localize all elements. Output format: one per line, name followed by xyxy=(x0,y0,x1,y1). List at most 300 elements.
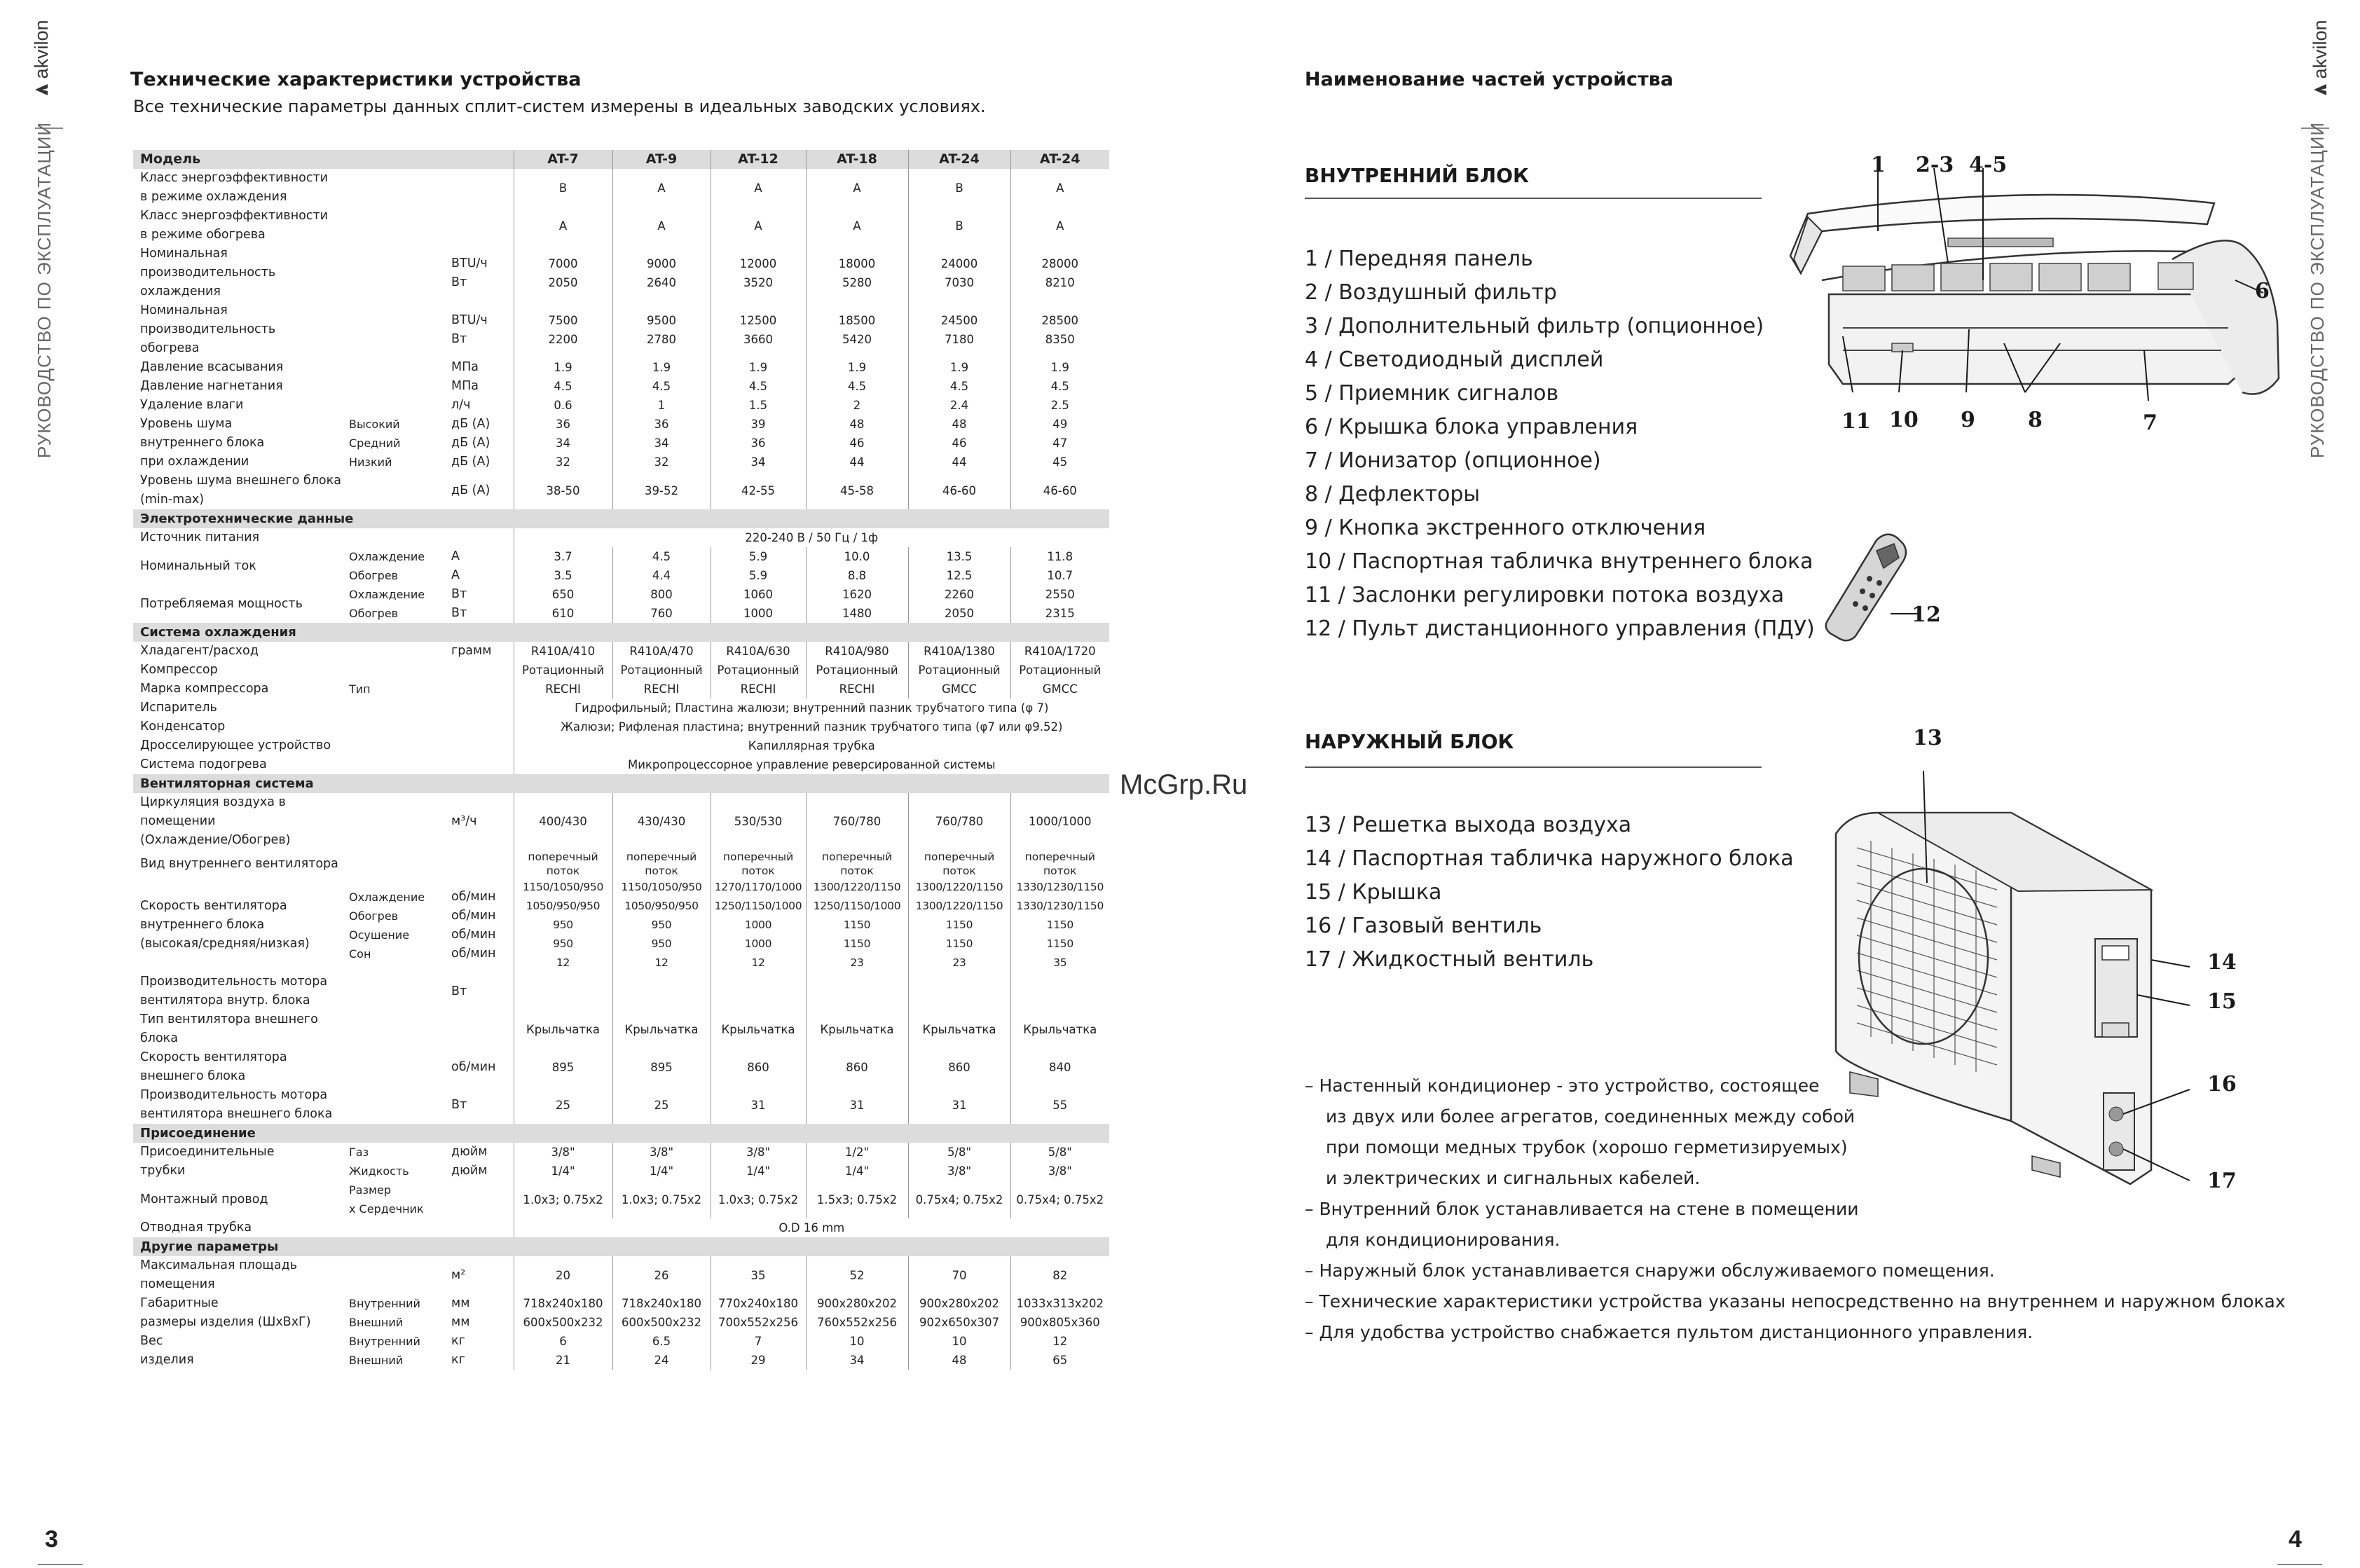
spec-cell-line: Крыльчатка xyxy=(721,1022,795,1036)
spec-cell-line: 39 xyxy=(750,418,766,431)
spec-cell-line: 718x240x180 xyxy=(622,1297,702,1310)
spec-row-value xyxy=(612,472,711,509)
spec-row-unit xyxy=(443,585,514,623)
spec-row xyxy=(133,1181,1109,1218)
spec-cell-line: 7180 xyxy=(945,332,975,346)
spec-row-value xyxy=(711,850,806,878)
spec-cell-line: GMCC xyxy=(1042,682,1078,696)
spec-row-value xyxy=(806,1143,908,1181)
spec-row-value xyxy=(806,1181,908,1218)
spec-cell-line: 5.9 xyxy=(748,550,768,563)
spec-cell-line: 1.9 xyxy=(949,361,969,374)
spec-section-title: Другие параметры xyxy=(133,1237,1109,1256)
spec-row-value xyxy=(1010,1086,1109,1124)
spec-row-value xyxy=(1010,1181,1109,1218)
spec-row-label-line: вентилятора внешнего блока xyxy=(140,1107,333,1121)
spec-row-span-value: O.D 16 mm xyxy=(514,1218,1109,1237)
spec-row-label-line: Конденсатор xyxy=(140,720,226,734)
spec-row-value xyxy=(908,358,1010,377)
spec-cell-line: 4.5 xyxy=(652,380,671,393)
spec-row-label xyxy=(133,755,342,774)
spec-section-title: Вентиляторная система xyxy=(133,774,1109,793)
spec-row-value xyxy=(514,245,612,301)
spec-row-label-line: в режиме охлаждения xyxy=(140,190,287,204)
spec-cell-line: 31 xyxy=(750,1098,766,1112)
indoor-part-item: 6 / Крышка блока управления xyxy=(1305,415,1638,439)
spec-row-value xyxy=(711,585,806,623)
spec-cell-line: 2640 xyxy=(647,275,677,289)
margin-rule-left-bottom xyxy=(38,1564,83,1565)
spec-row-value xyxy=(806,850,908,878)
spec-cell-line: 1 xyxy=(657,399,666,412)
spec-row-value xyxy=(908,972,1010,1010)
spec-cell-line: 29 xyxy=(750,1354,766,1367)
spec-row-sublabel xyxy=(342,301,443,358)
spec-row-label xyxy=(133,585,342,623)
spec-row-value xyxy=(711,245,806,301)
spec-row-label xyxy=(133,850,342,878)
spec-row-value xyxy=(612,793,711,850)
spec-row-value xyxy=(514,207,612,245)
spec-row-value xyxy=(1010,1332,1109,1370)
note-line: – Технические характеристики устройства указаны непосредственно на внутреннем и наружном блоках xyxy=(1305,1291,2286,1312)
spec-row-sublabel-line: Средний xyxy=(349,436,401,450)
spec-row-sublabel-line: Тип xyxy=(349,682,371,696)
spec-row-unit xyxy=(443,755,514,774)
spec-row-unit-line: Вт xyxy=(451,984,467,998)
spec-cell-line: 1620 xyxy=(842,588,872,601)
spec-section-title: Система охлаждения xyxy=(133,623,1109,642)
spec-row-label-line: Скорость вентилятора внешнего блока xyxy=(140,1050,287,1083)
spec-row-value xyxy=(612,1294,711,1332)
spec-row-value xyxy=(612,1048,711,1086)
spec-cell-line: 1050/950/950 xyxy=(526,900,601,912)
spec-row-value xyxy=(514,1256,612,1294)
spec-row-value xyxy=(806,661,908,680)
spec-row-label-line: Система подогрева xyxy=(140,757,267,771)
spec-row-unit-line: Вт xyxy=(451,587,467,601)
spec-row-unit xyxy=(443,699,514,717)
spec-cell-line: 1150 xyxy=(843,919,871,931)
spec-row-sublabel-line: Газ xyxy=(349,1146,369,1159)
indoor-part-item: 10 / Паспортная табличка внутреннего блока xyxy=(1305,549,1813,574)
spec-cell-line: 1.9 xyxy=(652,361,671,374)
spec-row-label-line: Удаление влаги xyxy=(140,398,244,412)
outdoor-parts-list xyxy=(1305,809,1794,977)
spec-cell-line: 1150 xyxy=(843,937,871,950)
spec-row-unit xyxy=(443,680,514,699)
spec-row-value xyxy=(908,642,1010,661)
spec-row-unit xyxy=(443,358,514,377)
spec-cell-line: 32 xyxy=(654,455,669,469)
spec-row-label-line: (высокая/средняя/низкая) xyxy=(140,937,310,951)
spec-row-value xyxy=(514,793,612,850)
spec-row-span-value: Капиллярная трубка xyxy=(514,736,1109,755)
spec-row-label xyxy=(133,661,342,680)
spec-cell-line: B xyxy=(558,181,568,195)
spec-row-sublabel-line: Внешний xyxy=(349,1316,404,1329)
spec-row-unit-line: МПа xyxy=(451,360,479,374)
akvilon-logo-icon xyxy=(35,84,48,95)
callout-17: 17 xyxy=(2207,1169,2237,1193)
spec-row-label xyxy=(133,1086,342,1124)
spec-cell-line: 1250/1150/1000 xyxy=(714,900,802,912)
spec-row-label-line: Монтажный провод xyxy=(140,1192,268,1206)
spec-cell-line: A xyxy=(853,219,861,233)
spec-row-value xyxy=(612,1332,711,1370)
spec-row-value xyxy=(1010,878,1109,972)
spec-cell-line: GMCC xyxy=(941,682,977,696)
spec-header-col: AT-24 xyxy=(1010,150,1109,169)
spec-row-unit xyxy=(443,736,514,755)
spec-cell-line: 23 xyxy=(850,956,864,969)
spec-row-label-line: Скорость вентилятора xyxy=(140,899,287,913)
spec-row-label xyxy=(133,972,342,1010)
spec-cell-line: 1/4" xyxy=(746,1164,771,1178)
specs-title: Технические характеристики устройства xyxy=(130,69,582,90)
spec-row-label-line: Габаритные xyxy=(140,1296,219,1310)
spec-row-value xyxy=(711,661,806,680)
spec-cell-line: 902x650x307 xyxy=(919,1316,1000,1329)
spec-row-value xyxy=(612,169,711,207)
spec-row-value xyxy=(612,642,711,661)
spec-row-label xyxy=(133,547,342,585)
spec-row-unit xyxy=(443,472,514,509)
spec-row-unit-line: мм xyxy=(451,1315,470,1329)
spec-row-unit-line: Вт xyxy=(451,331,467,346)
spec-cell-line: Ротационный xyxy=(816,663,898,677)
spec-cell-line: поперечный поток xyxy=(626,851,697,877)
spec-row-label xyxy=(133,207,342,245)
spec-cell-line: 3/8" xyxy=(746,1146,771,1159)
spec-cell-line: 530/530 xyxy=(734,815,783,828)
spec-row-value xyxy=(908,1332,1010,1370)
spec-cell-line: 36 xyxy=(654,418,669,431)
spec-row-label-line: Присоединительные xyxy=(140,1145,275,1159)
spec-row-unit-line: BTU/ч xyxy=(451,312,488,327)
spec-row-span-value: Гидрофильный; Пластина жалюзи; внутренний пазник трубчатого типа (φ 7) xyxy=(514,699,1109,717)
spec-cell-line: 45 xyxy=(1052,455,1068,469)
spec-cell-line: 600x500x232 xyxy=(622,1316,702,1329)
spec-cell-line: 760/780 xyxy=(935,815,984,828)
spec-row-unit-line: BTU/ч xyxy=(451,256,488,270)
spec-row-value xyxy=(711,547,806,585)
spec-row-value xyxy=(806,642,908,661)
spec-row-value xyxy=(1010,377,1109,396)
spec-cell-line: 7030 xyxy=(945,275,975,289)
spec-row-label xyxy=(133,472,342,509)
spec-row-value xyxy=(1010,680,1109,699)
spec-cell-line: 1000 xyxy=(744,919,772,931)
spec-cell-line: A xyxy=(754,219,762,233)
spec-cell-line: 840 xyxy=(1049,1060,1071,1074)
spec-row-value xyxy=(1010,1010,1109,1048)
spec-row-label-line: в режиме обогрева xyxy=(140,228,266,242)
callout-12: 12 xyxy=(1912,603,1941,627)
spec-row xyxy=(133,415,1109,472)
spec-row-label xyxy=(133,717,342,736)
spec-row-value xyxy=(514,301,612,358)
spec-row-sublabel xyxy=(342,1143,443,1181)
spec-row-label-line: Уровень шума xyxy=(140,417,233,431)
spec-row-label-line: Хладагент/расход xyxy=(140,644,259,658)
spec-cell-line: 45-58 xyxy=(840,483,874,497)
spec-row-sublabel xyxy=(342,793,443,850)
note-line: для кондиционирования. xyxy=(1326,1230,1560,1250)
callout-16: 16 xyxy=(2207,1072,2237,1096)
spec-cell-line: поперечный поток xyxy=(821,851,893,877)
specs-subtitle: Все технические параметры данных сплит-систем измерены в идеальных заводских условиях. xyxy=(133,97,986,116)
spec-row-value xyxy=(514,850,612,878)
spec-row-sublabel xyxy=(342,642,443,661)
spec-row-value xyxy=(1010,207,1109,245)
spec-cell-line: 5.9 xyxy=(748,569,768,582)
spec-row xyxy=(133,1332,1109,1370)
spec-row-value xyxy=(612,415,711,472)
spec-row-label-line: Производительность мотора xyxy=(140,975,328,989)
spec-cell-line: 1.9 xyxy=(847,361,867,374)
spec-cell-line: 2050 xyxy=(548,275,578,289)
spec-cell-line: R410A/470 xyxy=(629,645,694,658)
spec-cell-line: A xyxy=(754,181,762,195)
spec-row-label xyxy=(133,793,342,850)
spec-row-value xyxy=(1010,661,1109,680)
spec-row-value xyxy=(711,1048,806,1086)
spec-row-unit xyxy=(443,1218,514,1237)
spec-cell-line: 7500 xyxy=(548,313,578,327)
spec-cell-line: 13.5 xyxy=(946,550,973,563)
spec-row-value xyxy=(908,1048,1010,1086)
spec-row-unit-line: об/мин xyxy=(451,908,496,923)
spec-row-sublabel-line: Обогрев xyxy=(349,909,399,923)
spec-row-value xyxy=(1010,169,1109,207)
spec-cell-line: Крыльчатка xyxy=(624,1022,699,1036)
spec-row-value xyxy=(711,169,806,207)
spec-cell-line: R410A/410 xyxy=(530,645,596,658)
spec-row-unit xyxy=(443,1010,514,1048)
spec-cell-line: 12 xyxy=(1052,1335,1068,1348)
spec-cell-line: 1.0x3; 0.75x2 xyxy=(621,1192,702,1206)
spec-row-value xyxy=(908,547,1010,585)
spec-row-sublabel-line: Осушение xyxy=(349,928,410,942)
spec-cell-line: 49 xyxy=(1052,418,1068,431)
spec-row-sublabel xyxy=(342,245,443,301)
spec-row-value xyxy=(806,972,908,1010)
spec-row xyxy=(133,585,1109,623)
spec-row-unit-line: кг xyxy=(451,1353,465,1367)
spec-row-sublabel-line: Низкий xyxy=(349,455,392,469)
spec-cell-line: поперечный поток xyxy=(722,851,794,877)
spec-row-unit-line: Вт xyxy=(451,606,467,620)
spec-cell-line: 1060 xyxy=(743,588,774,601)
indoor-part-item: 3 / Дополнительный фильтр (опционное) xyxy=(1305,314,1764,338)
spec-row-value xyxy=(612,396,711,415)
spec-cell-line: Ротационный xyxy=(521,663,605,677)
spec-row-unit-line: дБ (А) xyxy=(451,436,490,450)
spec-row-sublabel xyxy=(342,585,443,623)
spec-cell-line: 47 xyxy=(1052,436,1068,450)
spec-row-value xyxy=(806,585,908,623)
spec-row-span-value: Микропроцессорное управление реверсированной системы xyxy=(514,755,1109,774)
spec-row-value xyxy=(514,1143,612,1181)
spec-cell-line: 4.4 xyxy=(652,569,671,582)
spec-row-label-line: Уровень шума внешнего блока (min-max) xyxy=(140,474,341,507)
spec-cell-line: A xyxy=(657,181,666,195)
spec-cell-line: 895 xyxy=(551,1060,575,1074)
spec-row-unit-line: грамм xyxy=(451,644,492,658)
spec-row-value xyxy=(711,878,806,972)
spec-row-value xyxy=(612,1143,711,1181)
spec-cell-line: 1.0x3; 0.75x2 xyxy=(523,1192,603,1206)
spec-cell-line: 2200 xyxy=(548,332,578,346)
spec-row-label-line: Компрессор xyxy=(140,663,218,677)
spec-cell-line: 2050 xyxy=(945,607,975,620)
spec-cell-line: 3/8" xyxy=(947,1164,972,1178)
spec-row-label xyxy=(133,1218,342,1237)
spec-cell-line: 1050/950/950 xyxy=(624,900,699,912)
spec-cell-line: RECHI xyxy=(545,682,581,696)
spec-row-value xyxy=(1010,245,1109,301)
spec-cell-line: R410A/980 xyxy=(825,645,889,658)
spec-cell-line: 12.5 xyxy=(946,569,973,582)
indoor-title: ВНУТРЕННИЙ БЛОК xyxy=(1305,164,1529,187)
callout-1: 1 xyxy=(1871,153,1886,177)
spec-cell-line: 10.7 xyxy=(1047,569,1073,582)
spec-cell-line: 48 xyxy=(849,418,865,431)
spec-cell-line: 1.5 xyxy=(748,399,768,412)
spec-row-value xyxy=(711,207,806,245)
spec-section-title: Электротехнические данные xyxy=(133,509,1109,528)
spec-row-value xyxy=(806,169,908,207)
indoor-part-item: 9 / Кнопка экстренного отключения xyxy=(1305,516,1706,540)
spec-row-sublabel xyxy=(342,755,443,774)
spec-row-value xyxy=(612,850,711,878)
spec-cell-line: 82 xyxy=(1052,1268,1068,1282)
spec-row-label-line: Источник питания xyxy=(140,530,259,544)
spec-row-label xyxy=(133,396,342,415)
spec-row-value xyxy=(711,1010,806,1048)
spec-cell-line: 9500 xyxy=(647,313,677,327)
indoor-part-item: 4 / Светодиодный дисплей xyxy=(1305,348,1604,372)
spec-row-sublabel-line: Охлаждение xyxy=(349,550,425,563)
spec-cell-line: 1150 xyxy=(1046,937,1073,950)
spec-row-value xyxy=(806,1256,908,1294)
spec-row xyxy=(133,642,1109,661)
spec-row xyxy=(133,547,1109,585)
spec-section-row xyxy=(133,774,1109,793)
spec-row-value xyxy=(1010,585,1109,623)
spec-cell-line: 3/8" xyxy=(551,1146,575,1159)
spec-cell-line: 0.75x4; 0.75x2 xyxy=(915,1192,1003,1206)
spec-row-value xyxy=(711,301,806,358)
spec-row-sublabel xyxy=(342,680,443,699)
spec-cell-line: 3/8" xyxy=(649,1146,674,1159)
spec-row-value xyxy=(908,1143,1010,1181)
margin-rule-right-bottom xyxy=(2277,1564,2322,1565)
spec-cell-line: 6.5 xyxy=(652,1335,671,1348)
spec-row-label xyxy=(133,1181,342,1218)
spec-row-unit xyxy=(443,717,514,736)
spec-row-label-line: Класс энергоэффективности xyxy=(140,209,329,223)
spec-row-value xyxy=(514,1086,612,1124)
spec-row-value xyxy=(612,680,711,699)
spec-cell-line: 24 xyxy=(654,1354,669,1367)
spec-cell-line: 5/8" xyxy=(1048,1146,1072,1159)
spec-cell-line: R410A/1720 xyxy=(1024,645,1096,658)
spec-cell-line: 12 xyxy=(556,956,570,969)
spec-cell-line: 35 xyxy=(750,1268,766,1282)
spec-row-unit-line: А xyxy=(451,568,460,582)
spec-row-value xyxy=(612,972,711,1010)
spec-row-value xyxy=(711,680,806,699)
spec-row-value xyxy=(1010,972,1109,1010)
spec-row-label xyxy=(133,301,342,358)
spec-row-unit-line: дБ (А) xyxy=(451,455,490,469)
spec-cell-line: 5/8" xyxy=(947,1146,972,1159)
remote-control-illustration xyxy=(1820,530,1919,642)
spec-cell-line: 3/8" xyxy=(1048,1164,1072,1178)
spec-row-label-line: внутреннего блока xyxy=(140,436,265,450)
spec-row-sublabel-line: Внутренний xyxy=(349,1297,420,1310)
spec-cell-line: 0.75x4; 0.75x2 xyxy=(1016,1192,1104,1206)
spec-cell-line: 1300/1220/1150 xyxy=(915,881,1003,893)
spec-cell-line: 1480 xyxy=(842,607,872,620)
outdoor-part-item: 17 / Жидкостный вентиль xyxy=(1305,947,1594,972)
spec-cell-line: 950 xyxy=(651,919,672,931)
spec-row xyxy=(133,850,1109,878)
spec-row xyxy=(133,472,1109,509)
spec-cell-line: 0.6 xyxy=(554,399,572,412)
spec-cell-line: 1.9 xyxy=(554,361,572,374)
spec-row-value xyxy=(711,972,806,1010)
spec-cell-line: 4.5 xyxy=(949,380,969,393)
spec-row-unit xyxy=(443,1086,514,1124)
spec-row-sublabel-line: Внутренний xyxy=(349,1335,420,1348)
spec-cell-line: 3660 xyxy=(743,332,774,346)
spec-cell-line: 38-50 xyxy=(546,483,580,497)
spec-row-sublabel xyxy=(342,699,443,717)
spec-row-value xyxy=(908,301,1010,358)
spec-row-sublabel-line: Высокий xyxy=(349,418,400,431)
spec-row-value xyxy=(612,585,711,623)
spec-cell-line: 1150/1050/950 xyxy=(621,881,702,893)
spec-cell-line: 1250/1150/1000 xyxy=(813,900,901,912)
spec-cell-line: 1/4" xyxy=(551,1164,575,1178)
spec-row-label-line: Потребляемая мощность xyxy=(140,596,303,611)
spec-row-value xyxy=(908,1086,1010,1124)
spec-row-value xyxy=(806,1294,908,1332)
spec-row-label-line: Испаритель xyxy=(140,701,217,715)
spec-row-value xyxy=(908,585,1010,623)
brand-logo-right xyxy=(2310,4,2331,102)
spec-cell-line: 4.5 xyxy=(554,380,572,393)
spec-row-label xyxy=(133,1294,342,1332)
spec-row-span-value: Жалюзи; Рифленая пластина; внутренний пазник трубчатого типа (φ7 или φ9.52) xyxy=(514,717,1109,736)
spec-cell-line: 770x240x180 xyxy=(718,1297,799,1310)
spec-cell-line: 1150/1050/950 xyxy=(523,881,604,893)
spec-cell-line: 1330/1230/1150 xyxy=(1016,900,1104,912)
spec-header-col: AT-18 xyxy=(806,150,908,169)
indoor-parts-list xyxy=(1305,242,1815,646)
spec-row-value xyxy=(908,661,1010,680)
note-line: при помощи медных трубок (хорошо герметизируемых) xyxy=(1326,1137,1848,1157)
spec-row-unit-line: м³/ч xyxy=(451,814,477,828)
spec-cell-line: 7000 xyxy=(548,256,578,270)
spec-row xyxy=(133,1143,1109,1181)
spec-row-unit xyxy=(443,1143,514,1181)
spec-cell-line: 31 xyxy=(849,1098,865,1112)
spec-row xyxy=(133,699,1109,717)
